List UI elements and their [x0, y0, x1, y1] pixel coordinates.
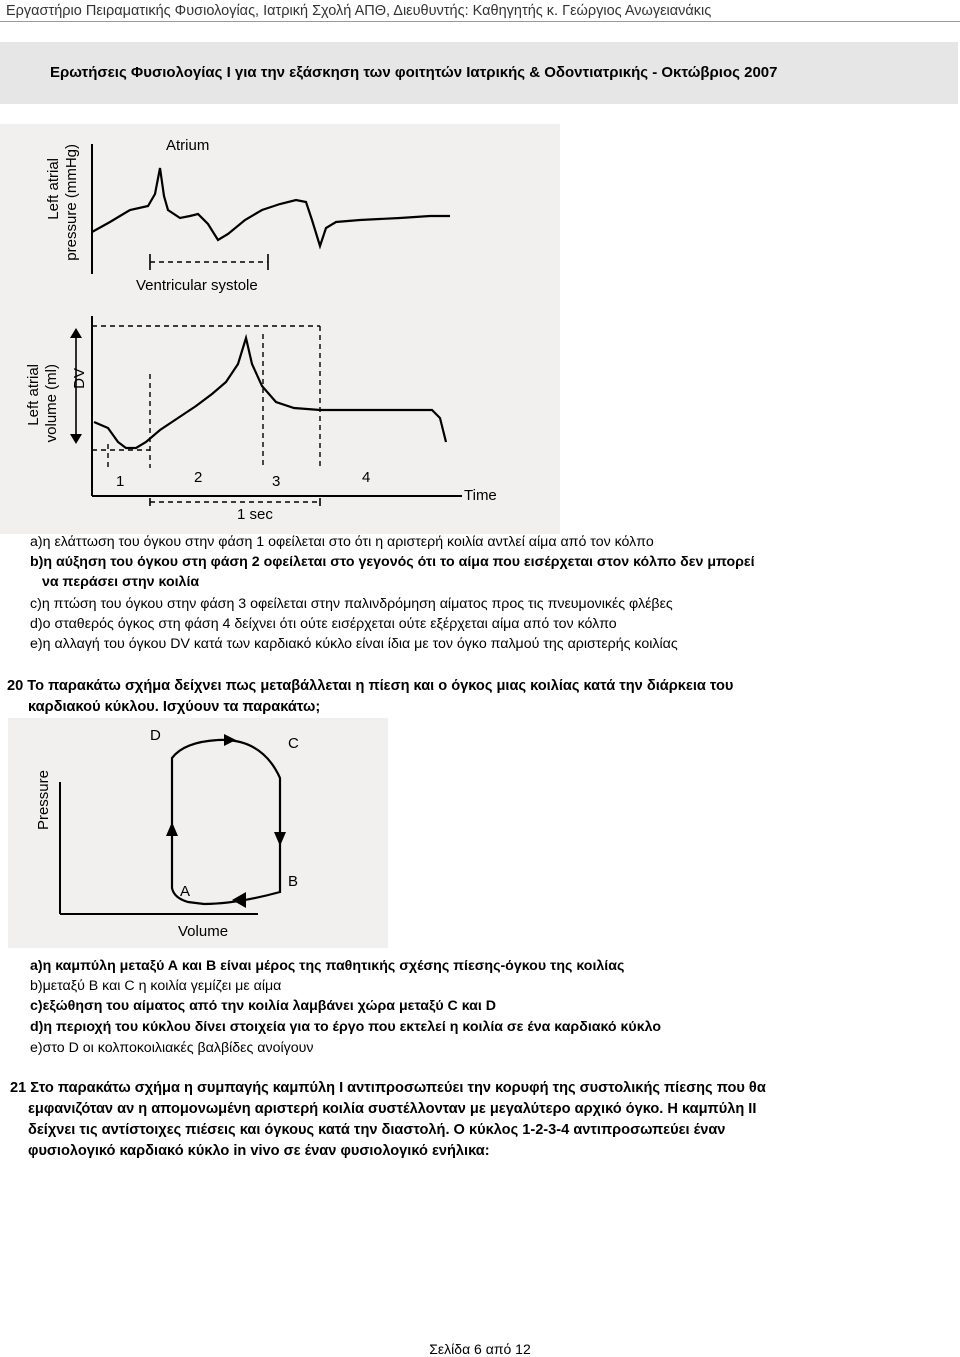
q20-option-a: a)η καμπύλη μεταξύ Α και Β είναι μέρος της παθητικής σχέσης πίεσης-όγκου της κοιλίας — [30, 958, 625, 974]
q19-option-b-cont: να περάσει στην κοιλία — [42, 574, 200, 590]
title-band — [0, 42, 958, 104]
q21-line-2: εμφανιζόταν αν η απομονωμένη αριστερή κοιλία συστέλλονταν με μεγαλύτερο αρχικό όγκο. Η καμπύλη ΙΙ — [28, 1101, 757, 1117]
pressure-label: Pressure — [35, 770, 52, 831]
pressure-ylabel-2: pressure (mmHg) — [63, 144, 80, 261]
phase-3-label: 3 — [272, 473, 281, 490]
dv-label: DV — [71, 368, 88, 389]
q20-option-b: b)μεταξύ Β και C η κοιλία γεμίζει με αίμα — [30, 978, 282, 994]
volume-label: Volume — [178, 923, 229, 940]
pressure-ylabel-1: Left atrial — [45, 158, 62, 220]
point-b-label: B — [288, 873, 299, 890]
atrium-label: Atrium — [166, 137, 210, 154]
q20-line-1: 20 Το παρακάτω σχήμα δείχνει πως μεταβάλλεται η πίεση και ο όγκος μιας κοιλίας κατά την διάρκεια του — [7, 678, 734, 694]
pressure-volume-loop-figure — [8, 718, 388, 948]
q21-line-4: φυσιολογικό καρδιακό κύκλο in vivo σε έναν φυσιολογικό ενήλικα: — [28, 1143, 490, 1159]
volume-ylabel-1: Left atrial — [25, 364, 42, 426]
lab-header: Εργαστήριο Πειραματικής Φυσιολογίας, Ιατρική Σχολή ΑΠΘ, Διευθυντής: Καθηγητής κ. Γεώργιος Ανωγειανάκις — [0, 0, 960, 22]
q19-option-c: c)η πτώση του όγκου στην φάση 3 οφείλεται στην παλινδρόμηση αίματος προς τις πνευμονικές φλέβες — [30, 596, 673, 612]
point-c-label: C — [288, 735, 299, 752]
q20-option-e: e)στο D οι κολποκοιλιακές βαλβίδες ανοίγουν — [30, 1040, 314, 1056]
q19-option-b: b)η αύξηση του όγκου στη φάση 2 οφείλεται στο γεγονός ότι το αίμα που εισέρχεται στον κόλπο δεν μπορεί — [30, 554, 755, 570]
q21-line-1: 21 Στο παρακάτω σχήμα η συμπαγής καμπύλη Ι αντιπροσωπεύει την κορυφή της συστολικής πίεσης που θα — [10, 1080, 766, 1096]
ventricular-systole-label: Ventricular systole — [136, 277, 258, 294]
time-label: Time — [464, 487, 497, 504]
q20-option-d: d)η περιοχή του κύκλου δίνει στοιχεία για το έργο που εκτελεί η κοιλία σε ένα καρδιακό κύκλο — [30, 1019, 661, 1035]
phase-1-label: 1 — [116, 473, 125, 490]
phase-4-label: 4 — [362, 469, 371, 486]
page-footer: Σελίδα 6 από 12 — [429, 1341, 531, 1357]
q21-line-3: δείχνει τις αντίστοιχες πιέσεις και όγκους κατά την διαστολή. Ο κύκλος 1-2-3-4 αντιπροσωπεύει έναν — [28, 1122, 726, 1138]
q19-option-d: d)ο σταθερός όγκος στη φάση 4 δείχνει ότι ούτε εισέρχεται ούτε εξέρχεται αίμα από τον κόλπο — [30, 616, 617, 632]
volume-ylabel-2: volume (ml) — [43, 364, 60, 443]
q19-option-a: a)η ελάττωση του όγκου στην φάση 1 οφείλεται στο ότι η αριστερή κοιλία αντλεί αίμα από τον κόλπο — [30, 534, 654, 550]
one-sec-label: 1 sec — [237, 506, 273, 523]
q20-option-c: c)εξώθηση του αίματος από την κοιλία λαμβάνει χώρα μεταξύ C και D — [30, 998, 497, 1014]
document-title: Ερωτήσεις Φυσιολογίας Ι για την εξάσκηση των φοιτητών Ιατρικής & Οδοντιατρικής - Οκτώβριος 2007 — [50, 64, 778, 81]
q19-option-e: e)η αλλαγή του όγκου DV κατά των καρδιακό κύκλο είναι ίδια με τον όγκο παλμού της αριστερής κοιλίας — [30, 636, 678, 652]
phase-2-label: 2 — [194, 469, 203, 486]
atrial-pressure-volume-figure — [0, 124, 560, 534]
point-d-label: D — [150, 727, 161, 744]
q20-line-2: καρδιακού κύκλου. Ισχύουν τα παρακάτω; — [28, 699, 321, 715]
point-a-label: A — [180, 883, 191, 900]
